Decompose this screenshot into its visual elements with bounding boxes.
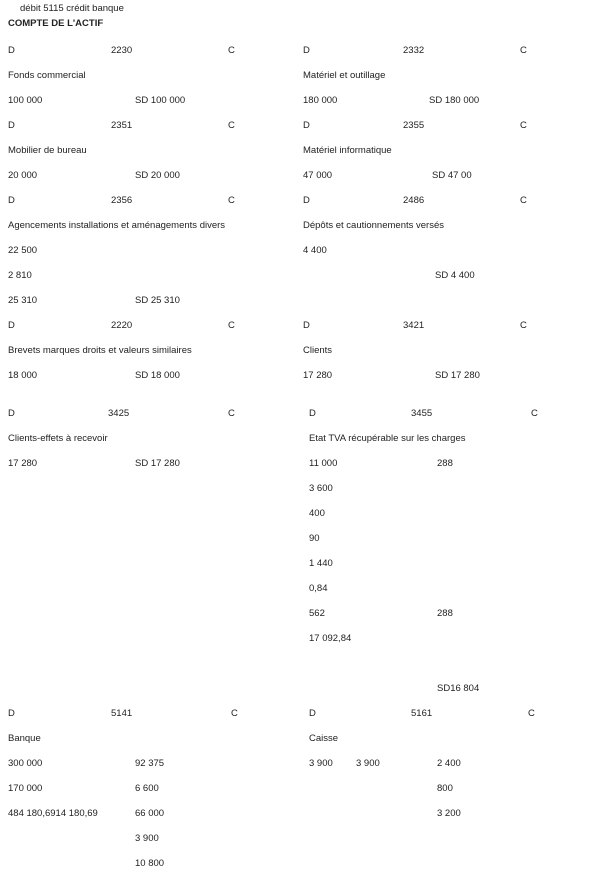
debit-entry: 47 000 <box>303 170 333 181</box>
account-name: Caisse <box>309 733 339 744</box>
credit-label: C <box>228 45 235 56</box>
account-number: 2220 <box>111 320 133 331</box>
debit-label: D <box>303 320 310 331</box>
account-name: Clients-effets à recevoir <box>8 433 108 444</box>
credit-label: C <box>228 195 235 206</box>
balance-entry: SD 4 400 <box>435 270 475 281</box>
account-name: Banque <box>8 733 41 744</box>
balance-entry: SD16 804 <box>437 683 480 694</box>
debit-label: D <box>303 45 310 56</box>
account-number: 3455 <box>411 408 433 419</box>
credit-label: C <box>520 195 527 206</box>
page-heading: COMPTE DE L'ACTIF <box>8 18 104 29</box>
debit-entry: 90 <box>309 533 320 544</box>
account-name: Matériel informatique <box>303 145 392 156</box>
credit-label: C <box>231 708 238 719</box>
balance-entry: SD 17 280 <box>435 370 480 381</box>
account-number: 2351 <box>111 120 133 131</box>
account-number: 3421 <box>403 320 425 331</box>
debit-entry: 300 000 <box>8 758 43 769</box>
account-name: Fonds commercial <box>8 70 86 81</box>
balance-entry: SD 20 000 <box>135 170 180 181</box>
credit-label: C <box>228 120 235 131</box>
debit-total: 3 900 <box>356 758 380 769</box>
account-name: Brevets marques droits et valeurs similaires <box>8 345 192 356</box>
debit-label: D <box>8 120 15 131</box>
debit-entry: 562 <box>309 608 325 619</box>
account-number: 2486 <box>403 195 425 206</box>
debit-label: D <box>309 708 316 719</box>
debit-label: D <box>8 320 15 331</box>
credit-entry: 2 400 <box>437 758 461 769</box>
account-number: 2355 <box>403 120 425 131</box>
debit-label: D <box>8 408 15 419</box>
account-name: Agencements installations et aménagements divers <box>8 220 226 231</box>
debit-entry: 17 280 <box>303 370 333 381</box>
balance-entry: SD 100 000 <box>135 95 186 106</box>
debit-label: D <box>8 195 15 206</box>
credit-entry: 288 <box>437 458 453 469</box>
debit-entry: 0,84 <box>309 583 328 594</box>
credit-entry: 800 <box>437 783 453 794</box>
debit-total: 17 092,84 <box>309 633 352 644</box>
account-name: Etat TVA récupérable sur les charges <box>309 433 466 444</box>
credit-entry: 3 200 <box>437 808 461 819</box>
debit-entry: 20 000 <box>8 170 38 181</box>
account-number: 2356 <box>111 195 133 206</box>
debit-total: 484 180,6914 180,69 <box>8 808 98 819</box>
credit-label: C <box>520 120 527 131</box>
credit-entry: 66 000 <box>135 808 165 819</box>
credit-total: 288 <box>437 608 453 619</box>
balance-entry: SD 17 280 <box>135 458 180 469</box>
account-number: 5161 <box>411 708 433 719</box>
debit-entry: 170 000 <box>8 783 43 794</box>
credit-entry: 6 600 <box>135 783 159 794</box>
account-name: Clients <box>303 345 333 356</box>
debit-entry: 180 000 <box>303 95 338 106</box>
debit-entry: 2 810 <box>8 270 32 281</box>
credit-label: C <box>228 408 235 419</box>
account-name: Mobilier de bureau <box>8 145 87 156</box>
debit-entry: 3 600 <box>309 483 333 494</box>
credit-label: C <box>531 408 538 419</box>
debit-total: 25 310 <box>8 295 38 306</box>
account-number: 2230 <box>111 45 133 56</box>
balance-entry: SD 47 00 <box>432 170 472 181</box>
credit-label: C <box>520 45 527 56</box>
debit-label: D <box>303 120 310 131</box>
account-number: 5141 <box>111 708 133 719</box>
debit-label: D <box>309 408 316 419</box>
credit-label: C <box>520 320 527 331</box>
account-number: 3425 <box>108 408 130 419</box>
debit-label: D <box>303 195 310 206</box>
debit-entry: 400 <box>309 508 325 519</box>
debit-entry: 18 000 <box>8 370 38 381</box>
balance-entry: SD 180 000 <box>429 95 480 106</box>
account-number: 2332 <box>403 45 425 56</box>
balance-entry: SD 25 310 <box>135 295 180 306</box>
credit-label: C <box>228 320 235 331</box>
debit-entry: 11 000 <box>309 458 338 469</box>
balance-entry: SD 18 000 <box>135 370 180 381</box>
credit-entry: 92 375 <box>135 758 165 769</box>
account-name: Matériel et outillage <box>303 70 386 81</box>
credit-entry: 10 800 <box>135 858 165 869</box>
account-name: Dépôts et cautionnements versés <box>303 220 444 231</box>
debit-label: D <box>8 708 15 719</box>
top-note: débit 5115 crédit banque <box>20 3 124 14</box>
debit-entry: 22 500 <box>8 245 38 256</box>
debit-label: D <box>8 45 15 56</box>
debit-entry: 17 280 <box>8 458 38 469</box>
credit-label: C <box>528 708 535 719</box>
debit-entry: 3 900 <box>309 758 333 769</box>
credit-entry: 3 900 <box>135 833 159 844</box>
debit-entry: 100 000 <box>8 95 43 106</box>
debit-entry: 4 400 <box>303 245 327 256</box>
debit-entry: 1 440 <box>309 558 333 569</box>
